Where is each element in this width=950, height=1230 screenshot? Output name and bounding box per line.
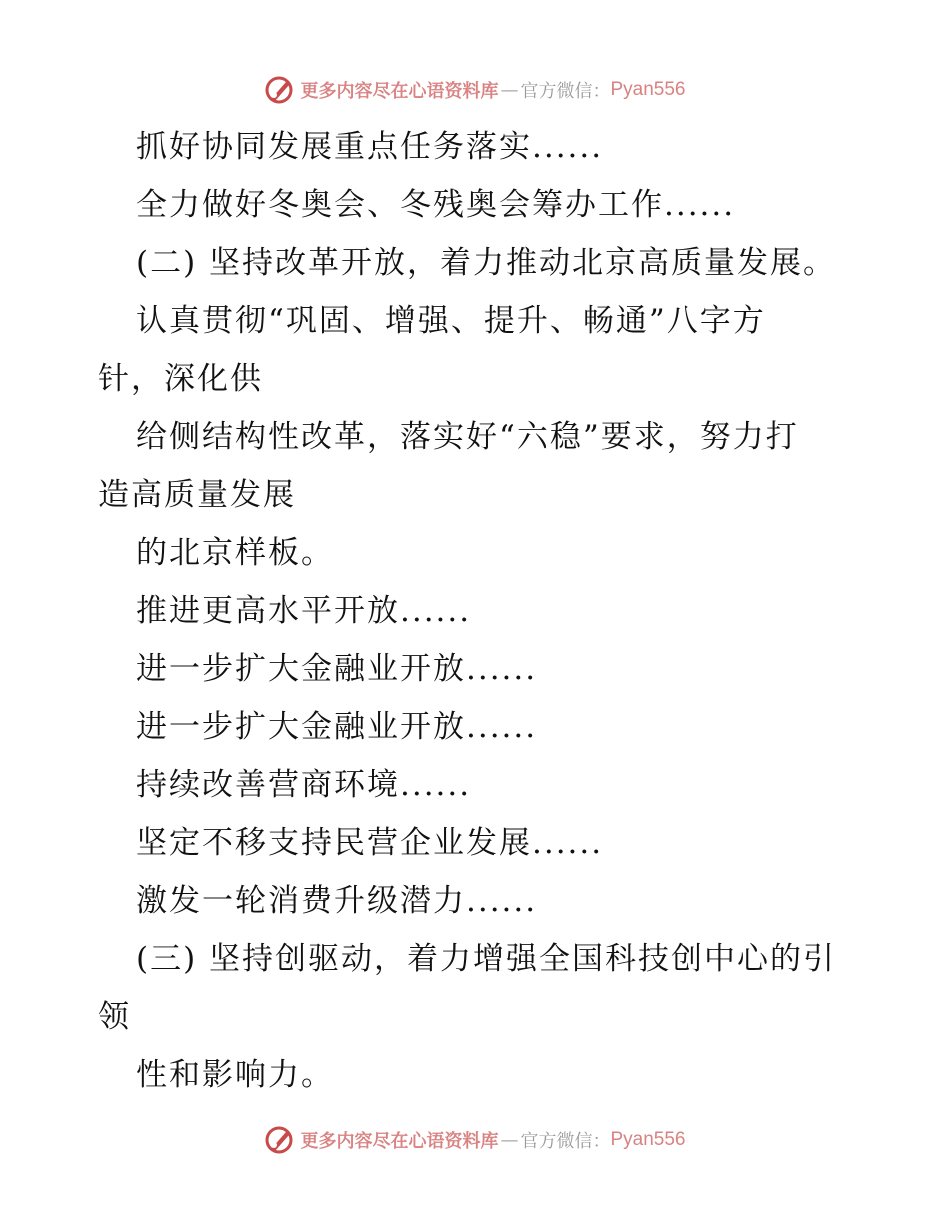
paragraph-line: 给侧结构性改革，落实好“六稳”要求，努力打	[136, 419, 799, 455]
paragraph-line: (三) 坚持创驱动，着力增强全国科技创中心的引	[136, 941, 837, 977]
banner-site-text: 更多内容尽在心语资料库	[300, 1131, 499, 1152]
paragraph-line: 坚定不移支持民营企业发展......	[136, 825, 604, 861]
paragraph-line: 抓好协同发展重点任务落实......	[136, 129, 604, 165]
paragraph-line: 性和影响力。	[136, 1057, 334, 1093]
document-body	[98, 118, 858, 1104]
paragraph-line: 领	[98, 999, 131, 1035]
banner-dash: —	[500, 1129, 519, 1151]
banner-wechat-label: 官方微信：	[520, 1131, 611, 1152]
banner-site-text: 更多内容尽在心语资料库	[300, 81, 499, 102]
banner-dash: —	[500, 79, 519, 101]
paragraph-line: 的北京样板。	[136, 535, 334, 571]
paragraph-line: 激发一轮消费升级潜力......	[136, 883, 538, 919]
paragraph-line: 认真贯彻“巩固、增强、提升、畅通”八字方	[136, 303, 766, 339]
banner-wechat-label: 官方微信：	[520, 81, 611, 102]
paragraph-line: 全力做好冬奥会、冬残奥会筹办工作......	[136, 187, 736, 223]
banner-wechat-id: Pyan556	[610, 1129, 686, 1150]
paragraph-line: 推进更高水平开放......	[136, 593, 472, 629]
header-watermark-banner	[0, 70, 950, 110]
banner-wechat-id: Pyan556	[610, 79, 686, 100]
pen-logo-icon	[264, 75, 294, 105]
paragraph-line: 造高质量发展	[98, 477, 296, 513]
paragraph-line: 进一步扩大金融业开放......	[136, 651, 538, 687]
paragraph-line: 进一步扩大金融业开放......	[136, 709, 538, 745]
footer-watermark-banner	[0, 1120, 950, 1160]
paragraph-line: 针，深化供	[98, 361, 263, 397]
paragraph-line: 持续改善营商环境......	[136, 767, 472, 803]
paragraph-line: (二) 坚持改革开放，着力推动北京高质量发展。	[136, 245, 837, 281]
pen-logo-icon	[264, 1125, 294, 1155]
